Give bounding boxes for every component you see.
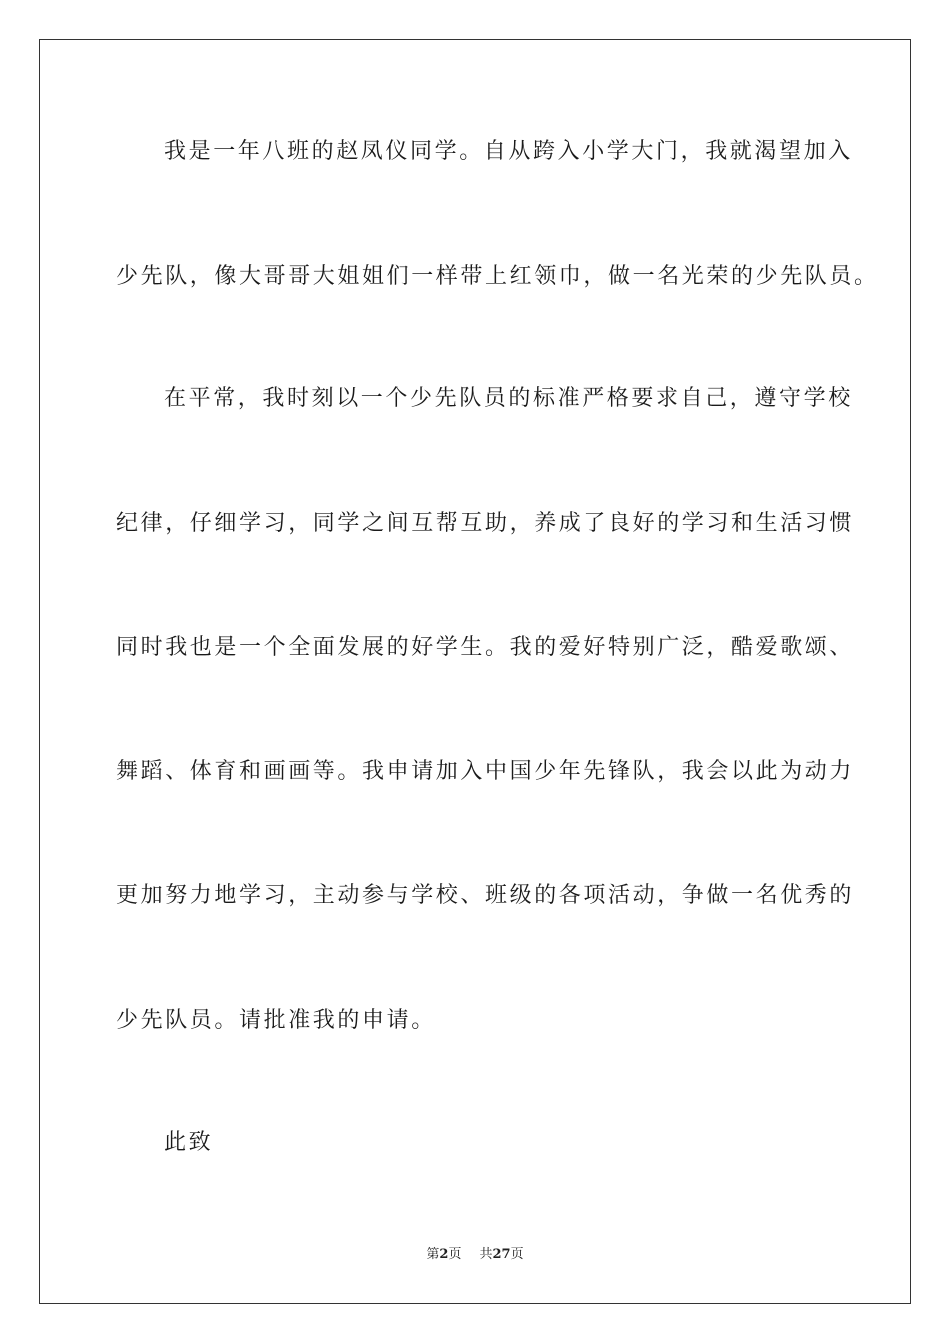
- page-prefix: 第: [426, 1247, 440, 1262]
- page-number: 2: [439, 1247, 449, 1262]
- paragraph-2-line-4: 舞蹈、体育和画画等。我申请加入中国少年先锋队，我会以此为动力: [116, 759, 855, 784]
- paragraph-2-line-3: 同时我也是一个全面发展的好学生。我的爱好特别广泛，酷爱歌颂、: [116, 635, 855, 660]
- page-footer: [0, 1246, 950, 1264]
- paragraph-2-line-6: 少先队员。请批准我的申请。: [116, 1008, 436, 1033]
- total-prefix: 共: [479, 1247, 493, 1262]
- page-border: [39, 39, 911, 1304]
- page-indicator: [426, 1246, 461, 1264]
- total-number: 27: [492, 1247, 511, 1262]
- page-suffix: 页: [448, 1247, 462, 1262]
- paragraph-1-line-2: 少先队，像大哥哥大姐姐们一样带上红领巾，做一名光荣的少先队员。: [116, 264, 879, 289]
- paragraph-1-line-1: 我是一年八班的赵凤仪同学。自从跨入小学大门，我就渴望加入: [164, 139, 853, 164]
- paragraph-2-line-5: 更加努力地学习，主动参与学校、班级的各项活动，争做一名优秀的: [116, 883, 855, 908]
- paragraph-2-line-1: 在平常，我时刻以一个少先队员的标准严格要求自己，遵守学校: [164, 386, 853, 411]
- closing-salutation: 此致: [164, 1130, 214, 1155]
- total-pages-indicator: [479, 1246, 523, 1264]
- paragraph-2-line-2: 纪律，仔细学习，同学之间互帮互助，养成了良好的学习和生活习惯: [116, 511, 855, 536]
- total-suffix: 页: [510, 1247, 524, 1262]
